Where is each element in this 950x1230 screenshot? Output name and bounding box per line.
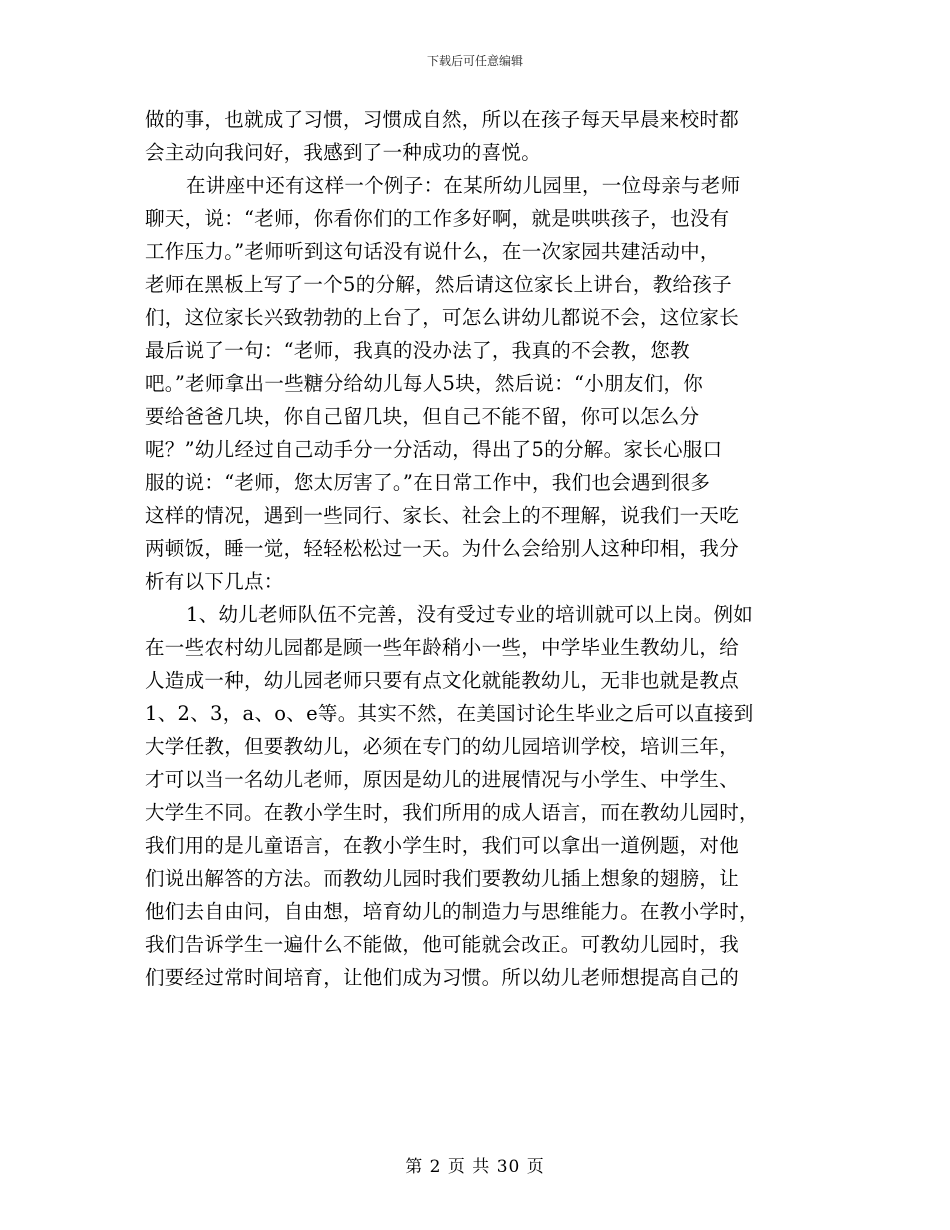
- text-line: 1、2、3，a、o、e等。其实不然，在美国讨论生毕业之后可以直接到: [145, 702, 754, 725]
- text-line: 做的事，也就成了习惯，习惯成自然，所以在孩子每天早晨来校时都: [145, 108, 740, 131]
- text-line: 服的说：“老师，您太厉害了。”在日常工作中，我们也会遇到很多: [145, 471, 711, 494]
- text-line: 老师在黑板上写了一个5的分解，然后请这位家长上讲台，教给孩子: [145, 273, 732, 296]
- paragraph-start-line: 在讲座中还有这样一个例子：在某所幼儿园里，一位母亲与老师: [186, 174, 741, 197]
- text-line: 人造成一种，幼儿园老师只要有点文化就能教幼儿，无非也就是教点: [145, 669, 740, 692]
- text-line: 我们告诉学生一遍什么不能做，他可能就会改正。可教幼儿园时，我: [145, 933, 740, 956]
- text-line: 大学生不同。在教小学生时，我们所用的成人语言，而在教幼儿园时，: [145, 801, 759, 824]
- page-header: 下载后可任意编辑: [426, 54, 523, 68]
- text-line: 他们去自由问，自由想，培育幼儿的制造力与思维能力。在教小学时，: [145, 900, 759, 923]
- text-line: 工作压力。”老师听到这句话没有说什么，在一次家园共建活动中，: [145, 240, 720, 263]
- document-body: [145, 103, 805, 994]
- text-line: 在一些农村幼儿园都是顾一些年龄稍小一些，中学毕业生教幼儿，给: [145, 636, 740, 659]
- text-line: 会主动向我问好，我感到了一种成功的喜悦。: [145, 141, 542, 164]
- text-line: 两顿饭，睡一觉，轻轻松松过一天。为什么会给别人这种印相，我分: [145, 537, 740, 560]
- text-line: 们要经过常时间培育，让他们成为习惯。所以幼儿老师想提高自己的: [145, 966, 740, 989]
- text-line: 聊天，说：“老师，你看你们的工作多好啊，就是哄哄孩子，也没有: [145, 207, 730, 230]
- page-number-footer: 第 2 页 共 30 页: [405, 1157, 545, 1177]
- text-line: 吧。”老师拿出一些糖分给幼儿每人5块，然后说：“小朋友们，你: [145, 372, 704, 395]
- text-line: 这样的情况，遇到一些同行、家长、社会上的不理解，说我们一天吃: [145, 504, 740, 527]
- text-line: 析有以下几点：: [145, 570, 284, 593]
- text-line: 最后说了一句：“老师，我真的没办法了，我真的不会教，您教: [145, 339, 690, 362]
- text-line: 们，这位家长兴致勃勃的上台了，可怎么讲幼儿都说不会，这位家长: [145, 306, 740, 329]
- text-line: 我们用的是儿童语言，在教小学生时，我们可以拿出一道例题，对他: [145, 834, 740, 857]
- text-line: 才可以当一名幼儿老师，原因是幼儿的进展情况与小学生、中学生、: [145, 768, 740, 791]
- text-line: 呢？”幼儿经过自己动手分一分活动，得出了5的分解。家长心服口: [145, 438, 723, 461]
- text-line: 们说出解答的方法。而教幼儿园时我们要教幼儿插上想象的翅膀，让: [145, 867, 740, 890]
- paragraph-start-line: 1、幼儿老师队伍不完善，没有受过专业的培训就可以上岗。例如: [186, 603, 754, 626]
- text-line: 要给爸爸几块，你自己留几块，但自己不能不留，你可以怎么分: [145, 405, 700, 428]
- text-line: 大学任教，但要教幼儿，必须在专门的幼儿园培训学校，培训三年，: [145, 735, 740, 758]
